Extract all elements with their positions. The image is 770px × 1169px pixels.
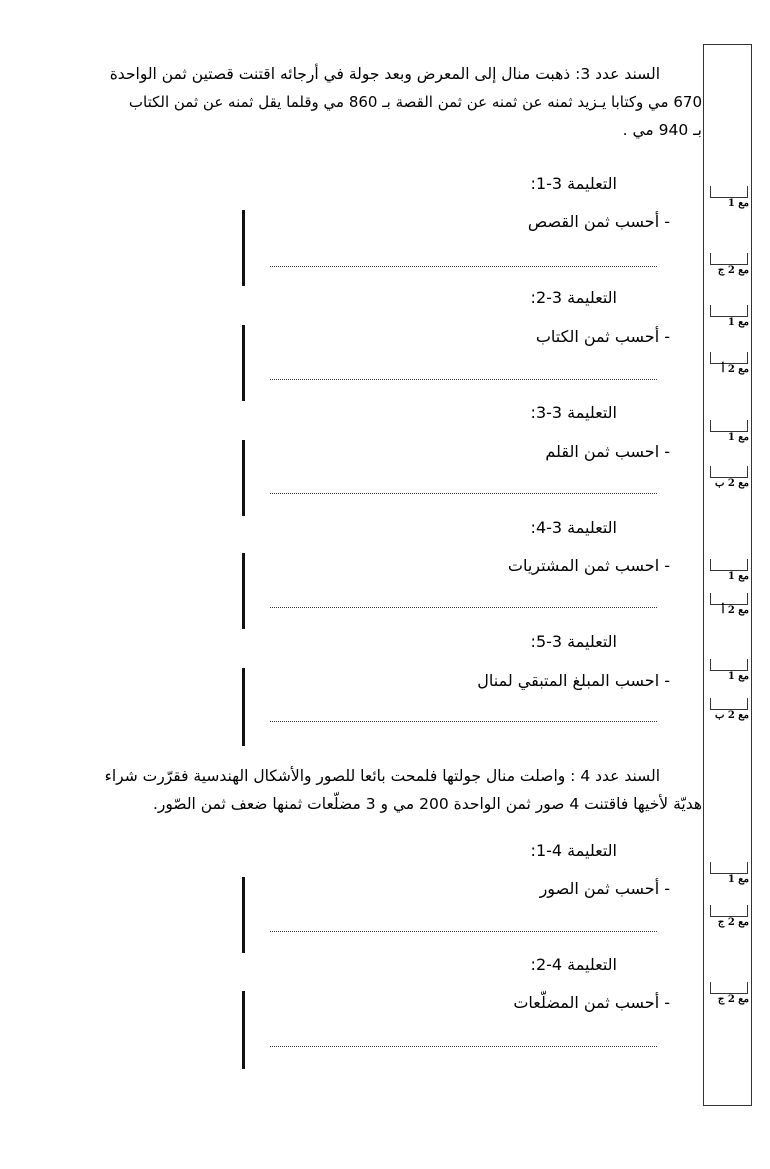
- grading-column: [703, 44, 752, 1106]
- criterion-box[interactable]: [707, 305, 751, 329]
- instruction-4-1-task: - أحسب ثمن الصور: [539, 879, 670, 898]
- score-box[interactable]: [710, 466, 748, 478]
- answer-margin-bar: [242, 440, 245, 516]
- support-4-line-1: السند عدد 4 : واصلت منال جولتها فلمحت بائعا للصور والأشكال الهندسية فقرّرت شراء: [104, 767, 660, 785]
- instruction-4-1-title: التعليمة 4-1:: [530, 841, 617, 860]
- criterion-label: مع 2 ب: [714, 710, 749, 721]
- score-box[interactable]: [710, 559, 748, 571]
- score-box[interactable]: [710, 905, 748, 917]
- criterion-label: مع 2 أ: [721, 364, 749, 375]
- criterion-label: مع 2 ب: [714, 478, 749, 489]
- criterion-box[interactable]: [707, 352, 751, 376]
- instruction-3-1-title: التعليمة 3-1:: [530, 174, 617, 193]
- answer-line-3-5[interactable]: [270, 719, 657, 722]
- criterion-label: مع 2 أ: [721, 605, 749, 616]
- score-box[interactable]: [710, 305, 748, 317]
- criterion-box[interactable]: [707, 698, 751, 722]
- criterion-box[interactable]: [707, 905, 751, 929]
- instruction-3-2-task: - أحسب ثمن الكتاب: [535, 327, 670, 346]
- criterion-label: مع 1: [727, 198, 749, 209]
- answer-margin-bar: [242, 877, 245, 953]
- support-3-line-1: السند عدد 3: ذهبت منال إلى المعرض وبعد جولة في أرجائه اقتنت قصتين ثمن الواحدة: [109, 65, 660, 83]
- answer-line-3-4[interactable]: [270, 605, 657, 608]
- criterion-box[interactable]: [707, 593, 751, 617]
- answer-margin-bar: [242, 668, 245, 746]
- instruction-3-4-title: التعليمة 3-4:: [530, 518, 617, 537]
- criterion-box[interactable]: [707, 982, 751, 1006]
- answer-line-3-2[interactable]: [270, 377, 657, 380]
- support-3-line-3: بـ 940 مي .: [622, 121, 702, 139]
- instruction-3-3-task: - احسب ثمن القلم: [545, 442, 670, 461]
- criterion-label: مع 2 ج: [717, 917, 749, 928]
- score-box[interactable]: [710, 253, 748, 265]
- answer-margin-bar: [242, 553, 245, 629]
- instruction-3-1-task: - أحسب ثمن القصص: [527, 212, 670, 231]
- support-3-paragraph: [110, 60, 702, 144]
- support-4-paragraph: [105, 762, 702, 818]
- answer-line-4-1[interactable]: [270, 929, 657, 932]
- support-3-line-2: 670 مي وكتابا يـزيد ثمنه عن ثمنه عن ثمن القصة بـ 860 مي وقلما يقل ثمنه عن ثمن الكتاب: [128, 93, 702, 111]
- criterion-box[interactable]: [707, 862, 751, 886]
- support-4-line-2: هديّة لأخيها فاقتنت 4 صور ثمن الواحدة 200 مي و 3 مضلّعات ثمنها ضعف ثمن الصّور.: [152, 795, 702, 813]
- instruction-3-2-title: التعليمة 3-2:: [530, 288, 617, 307]
- criterion-box[interactable]: [707, 186, 751, 210]
- answer-line-3-1[interactable]: [270, 264, 657, 267]
- instruction-3-3-title: التعليمة 3-3:: [530, 403, 617, 422]
- score-box[interactable]: [710, 352, 748, 364]
- score-box[interactable]: [710, 982, 748, 994]
- answer-line-4-2[interactable]: [270, 1044, 657, 1047]
- criterion-box[interactable]: [707, 559, 751, 583]
- criterion-label: مع 1: [727, 671, 749, 682]
- answer-margin-bar: [242, 325, 245, 401]
- criterion-box[interactable]: [707, 420, 751, 444]
- criterion-box[interactable]: [707, 659, 751, 683]
- instruction-3-4-task: - احسب ثمن المشتريات: [507, 556, 670, 575]
- criterion-label: مع 1: [727, 317, 749, 328]
- instruction-3-5-title: التعليمة 3-5:: [530, 632, 617, 651]
- score-box[interactable]: [710, 593, 748, 605]
- instruction-4-2-task: - أحسب ثمن المضلّعات: [513, 993, 670, 1012]
- criterion-label: مع 1: [727, 571, 749, 582]
- score-box[interactable]: [710, 862, 748, 874]
- answer-margin-bar: [242, 991, 245, 1069]
- instruction-3-5-task: - احسب المبلغ المتبقي لمنال: [477, 671, 670, 690]
- score-box[interactable]: [710, 420, 748, 432]
- instruction-4-2-title: التعليمة 4-2:: [530, 955, 617, 974]
- criterion-box[interactable]: [707, 466, 751, 490]
- criterion-label: مع 1: [727, 874, 749, 885]
- score-box[interactable]: [710, 698, 748, 710]
- criterion-label: مع 2 ج: [717, 994, 749, 1005]
- score-box[interactable]: [710, 659, 748, 671]
- score-box[interactable]: [710, 186, 748, 198]
- criterion-box[interactable]: [707, 253, 751, 277]
- answer-line-3-3[interactable]: [270, 491, 657, 494]
- answer-margin-bar: [242, 210, 245, 286]
- criterion-label: مع 2 ج: [717, 265, 749, 276]
- criterion-label: مع 1: [727, 432, 749, 443]
